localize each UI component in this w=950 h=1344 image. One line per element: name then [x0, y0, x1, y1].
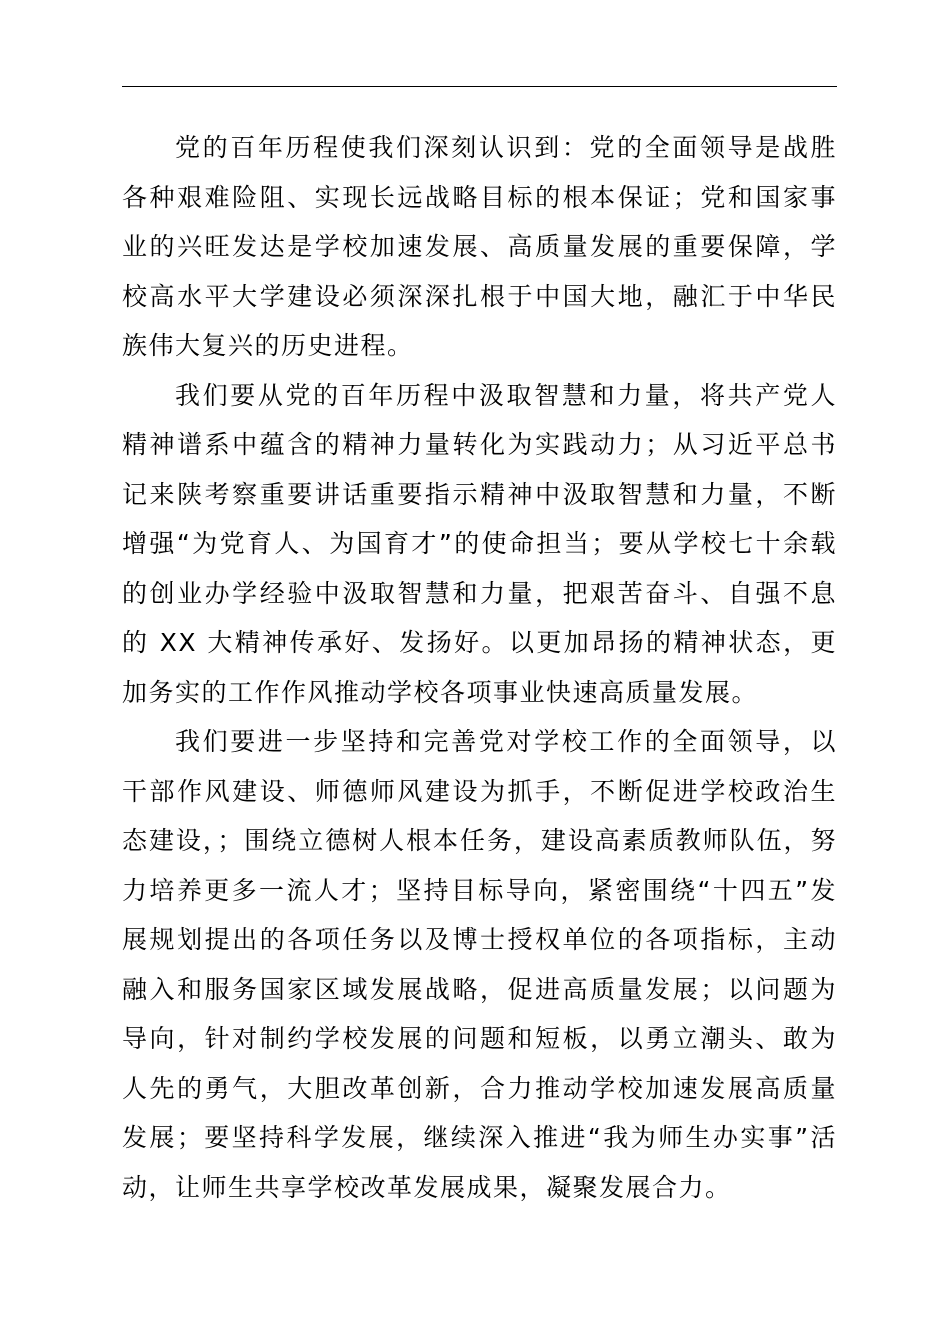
paragraph-1: 党的百年历程使我们深刻认识到：党的全面领导是战胜各种艰难险阻、实现长远战略目标的根本保证；党和国家事业的兴旺发达是学校加速发展、高质量发展的重要保障，学校高水平大学建设必须深深扎根于中国大地，融汇于中华民族伟大复兴的历史进程。 [122, 133, 837, 360]
header-rule [122, 86, 837, 87]
document-body [122, 123, 837, 1212]
paragraph-3: 我们要进一步坚持和完善党对学校工作的全面领导，以干部作风建设、师德师风建设为抓手，不断促进学校政治生态建设，；围绕立德树人根本任务，建设高素质教师队伍，努力培养更多一流人才；坚持目标导向，紧密围绕“十四五”发展规划提出的各项任务以及博士授权单位的各项指标，主动融入和服务国家区域发展战略，促进高质量发展；以问题为导向，针对制约学校发展的问题和短板，以勇立潮头、敢为人先的勇气，大胆改革创新，合力推动学校加速发展高质量发展；要坚持科学发展，继续深入推进“我为师生办实事”活动，让师生共享学校改革发展成果，凝聚发展合力。 [122, 727, 837, 1202]
paragraph-2: 我们要从党的百年历程中汲取智慧和力量，将共产党人精神谱系中蕴含的精神力量转化为实践动力；从习近平总书记来陕考察重要讲话重要指示精神中汲取智慧和力量，不断增强“为党育人、为国育才”的使命担当；要从学校七十余载的创业办学经验中汲取智慧和力量，把艰苦奋斗、自强不息的 XX 大精神传承好、发扬好。以更加昂扬的精神状态，更加务实的工作作风推动学校各项事业快速高质量发展。 [122, 380, 837, 707]
